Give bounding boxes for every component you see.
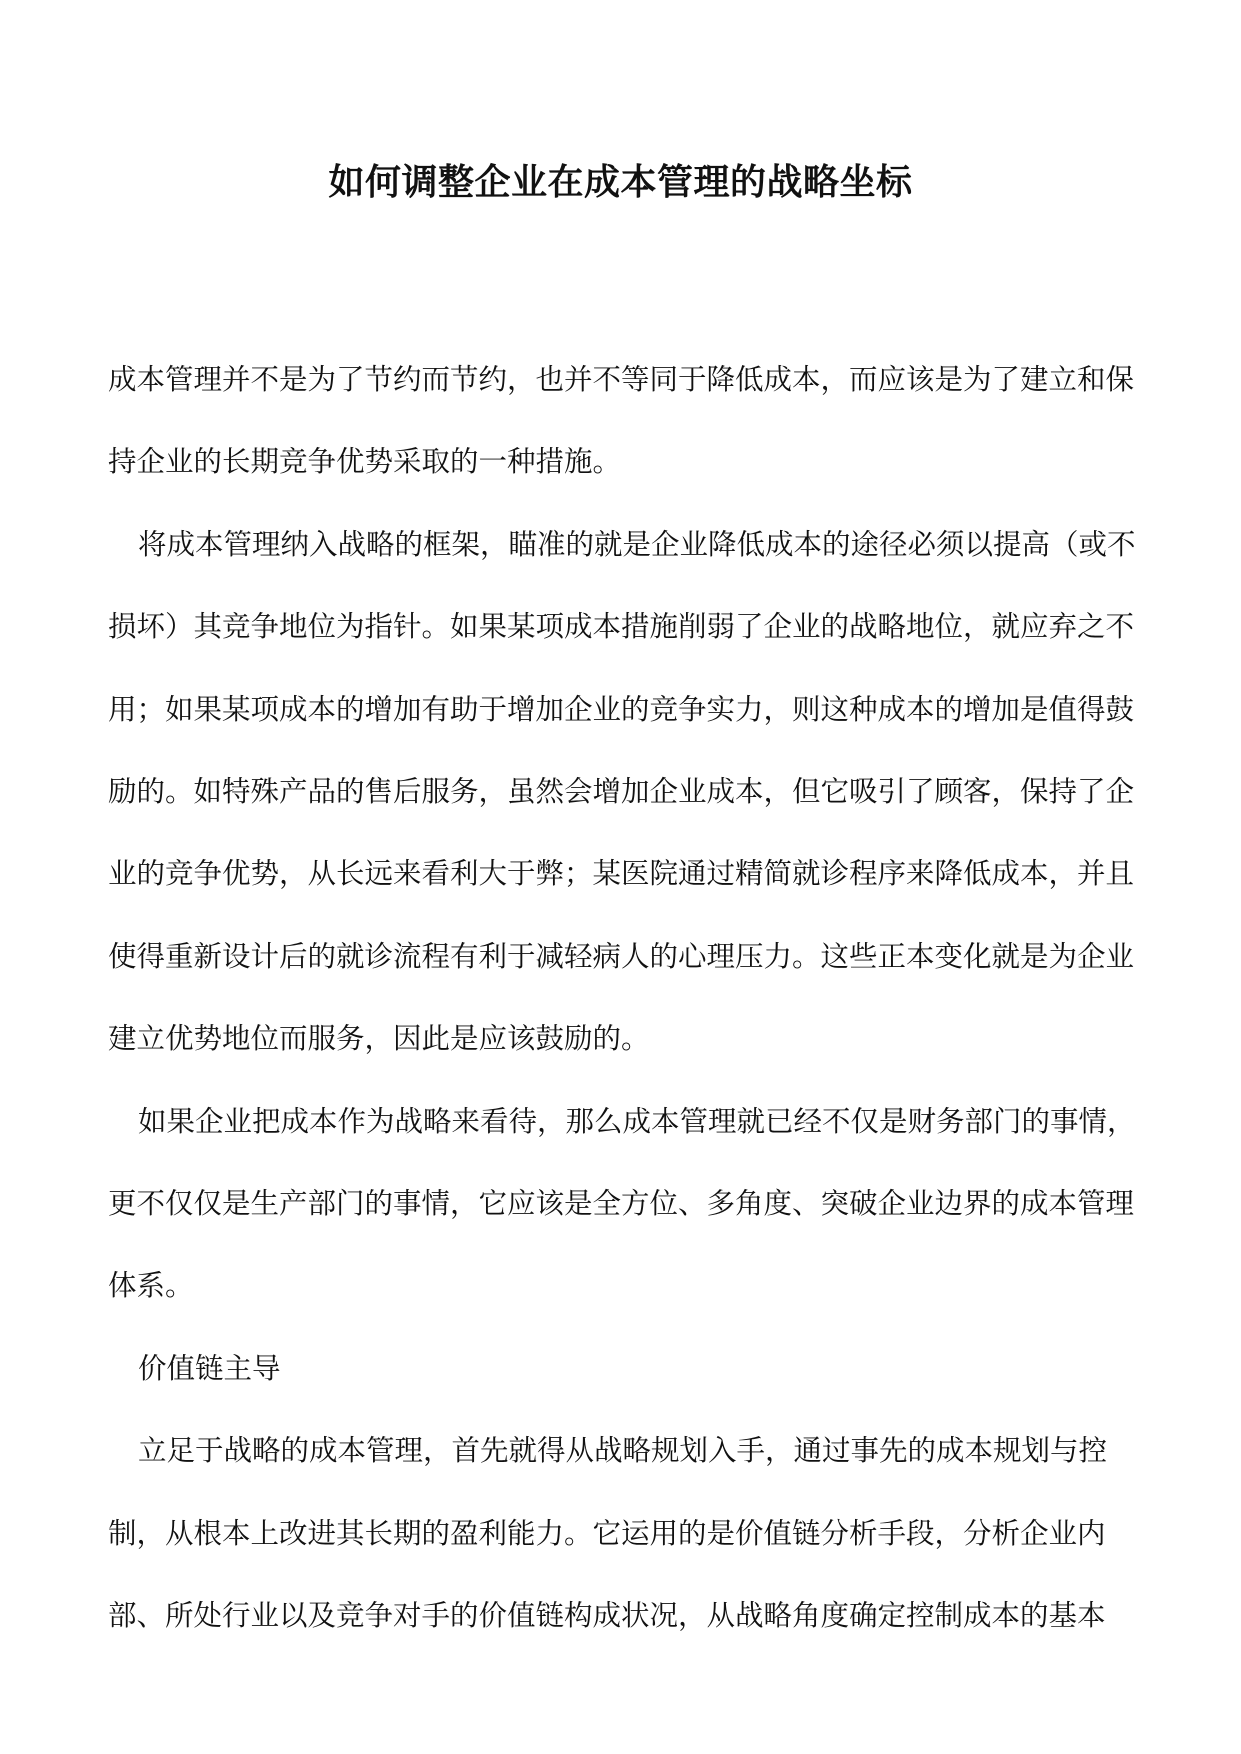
body-paragraph: 立足于战略的成本管理，首先就得从战略规划入手，通过事先的成本规划与控制，从根本上改进其长期的盈利能力。它运用的是价值链分析手段，分析企业内部、所处行业以及竞争对手的价值链构成状况，从战略角度确定控制成本的基本 <box>108 1434 1108 1633</box>
section-heading: 价值链主导 <box>138 1351 281 1385</box>
body-paragraph: 如果企业把成本作为战略来看待，那么成本管理就已经不仅是财务部门的事情，更不仅仅是生产部门的事情，它应该是全方位、多角度、突破企业边界的成本管理体系。 <box>108 1104 1136 1303</box>
body-paragraph: 成本管理并不是为了节约而节约，也并不等同于降低成本，而应该是为了建立和保持企业的长期竞争优势采取的一种措施。 <box>108 363 1135 479</box>
document-body <box>108 339 1138 1658</box>
document-title: 如何调整企业在成本管理的战略坐标 <box>328 162 913 203</box>
body-paragraph: 将成本管理纳入战略的框架，瞄准的就是企业降低成本的途径必须以提高（或不损坏）其竞争地位为指针。如果某项成本措施削弱了企业的战略地位，就应弃之不用；如果某项成本的增加有助于增加企业的竞争实力，则这种成本的增加是值得鼓励的。如特殊产品的售后服务，虽然会增加企业成本，但它吸引了顾客，保持了企业的竞争优势，从长远来看利大于弊；某医院通过精简就诊程序来降低成本，并且使得重新设计后的就诊流程有利于减轻病人的心理压力。这些正本变化就是为企业建立优势地位而服务，因此是应该鼓励的。 <box>108 527 1136 1056</box>
